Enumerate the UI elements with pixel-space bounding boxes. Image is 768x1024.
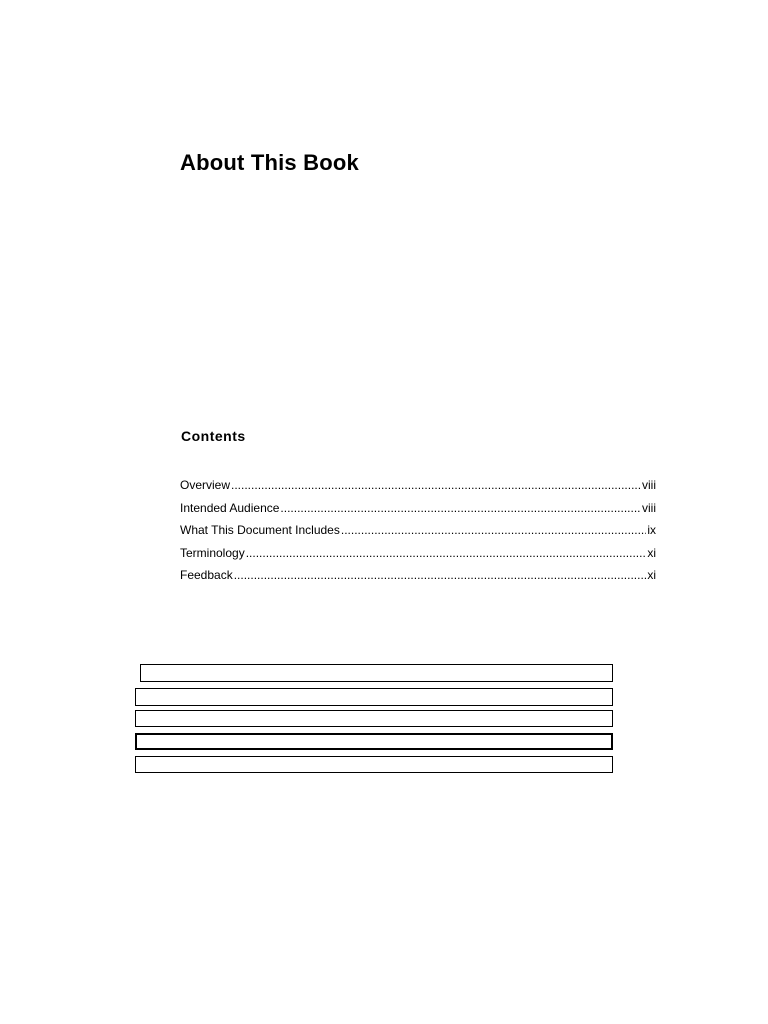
toc-entry-label: Terminology (180, 545, 245, 560)
blank-box (140, 664, 613, 682)
blank-box (135, 710, 613, 727)
toc-entry-terminology[interactable] (180, 546, 656, 569)
toc-entry-intended-audience[interactable] (180, 501, 656, 524)
blank-box (135, 756, 613, 773)
page-title: About This Book (180, 150, 359, 175)
toc-dot-leader (280, 501, 641, 515)
blank-box (135, 733, 613, 750)
toc-entry-label: Feedback (180, 568, 233, 582)
toc-dot-leader (231, 478, 641, 492)
toc-entry-label: What This Document Includes (180, 523, 340, 537)
toc-dot-leader (341, 523, 646, 537)
toc-entry-label: Intended Audience (180, 500, 280, 515)
toc-page-number: xi (647, 545, 656, 560)
toc-page-number: viii (642, 478, 656, 492)
table-of-contents (180, 478, 656, 591)
toc-entry-label: Overview (180, 478, 231, 492)
toc-page-number: xi (647, 568, 656, 582)
toc-entry-feedback[interactable] (180, 568, 656, 591)
toc-page-number: viii (642, 500, 656, 515)
toc-entry-overview[interactable] (180, 478, 656, 501)
toc-page-number: ix (647, 523, 656, 537)
toc-entry-what-this-document-includes[interactable] (180, 523, 656, 546)
toc-dot-leader (234, 568, 647, 582)
toc-dot-leader (246, 546, 647, 560)
contents-heading: Contents (181, 428, 246, 444)
blank-box (135, 688, 613, 706)
